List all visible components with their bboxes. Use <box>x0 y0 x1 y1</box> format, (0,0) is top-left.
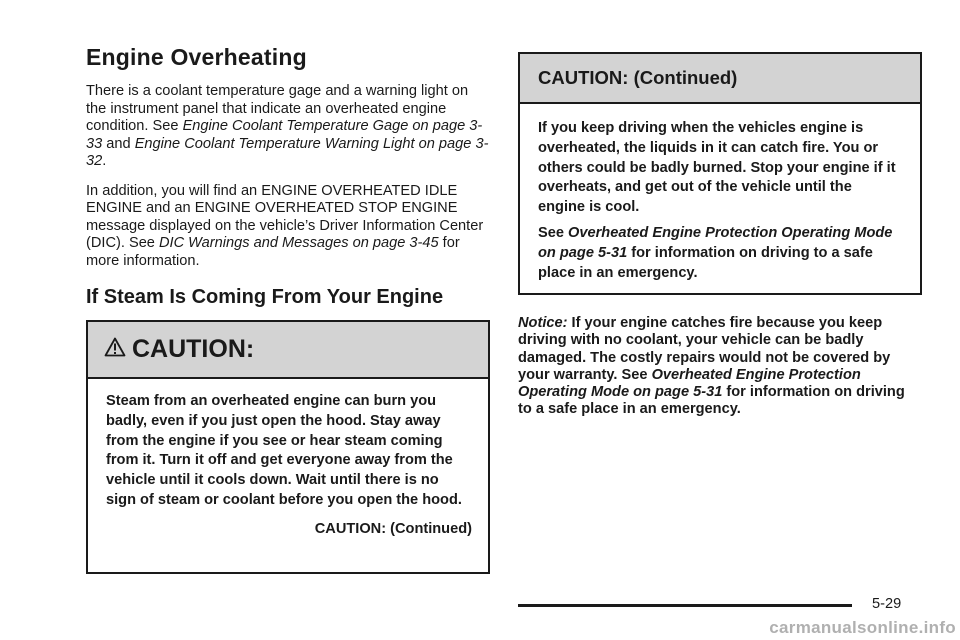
left-column <box>86 44 490 309</box>
page-heading: Engine Overheating <box>86 44 307 70</box>
paragraph-gage <box>86 83 490 171</box>
watermark: carmanualsonline.info <box>769 618 956 637</box>
paragraph-dic <box>86 183 490 271</box>
caution-continued: CAUTION: (Continued) <box>314 520 472 537</box>
caution-see-end: for information on driving to a safe place in an emergency. <box>538 244 873 281</box>
link-dic-warnings[interactable]: DIC Warnings and Messages on page 3-45 <box>158 235 439 251</box>
link-warning-light[interactable]: Engine Coolant Temperature Warning Light on page 3-32 <box>86 135 489 169</box>
paragraph-dic-end: for more information. <box>86 235 460 269</box>
notice-end: for information on driving to a safe place in an emergency. <box>518 384 905 418</box>
caution-see-label: See <box>538 224 569 241</box>
caution-see <box>538 224 900 283</box>
paragraph-dic-text: In addition, you will find an ENGINE OVERHEATED IDLE ENGINE and an ENGINE OVERHEATED STOP ENGINE message displayed on the vehicle’s Driver Information Center (DIC). See <box>86 182 484 251</box>
link-notice-overheated-protection[interactable]: Overheated Engine Protection Operating Mode on page 5-31 <box>518 366 861 401</box>
caution-text: Steam from an overheated engine can burn you badly, even if you just open the hood. Stay away from the engine if you see or hear steam coming from it. Turn it off and get everyone away from the vehicle until it cools down. Wait until there is no sign of steam or coolant before you open the hood. <box>106 393 462 508</box>
notice-label: Notice: <box>518 315 568 331</box>
caution-title-continued: CAUTION: (Continued) <box>538 67 738 88</box>
notice-paragraph <box>518 315 922 419</box>
caution-box-continued <box>518 52 922 295</box>
link-coolant-gage[interactable]: Engine Coolant Temperature Gage on page 3-33 <box>86 118 483 152</box>
section-heading: If Steam Is Coming From Your Engine <box>86 286 444 308</box>
caution-header <box>88 322 488 379</box>
paragraph-gage-and: and <box>102 135 135 152</box>
paragraph-gage-text: There is a coolant temperature gage and a warning light on the instrument panel that indicate an overheated engine condition. See <box>86 83 469 134</box>
page-number: 5-29 <box>872 596 902 612</box>
paragraph-gage-end: . <box>102 153 107 169</box>
right-column <box>518 52 922 433</box>
caution-body <box>88 379 488 540</box>
footer-rule <box>518 604 852 607</box>
notice-text: If your engine catches fire because you keep driving with no coolant, your vehicle can be badly damaged. The costly repairs would not be covered by your warranty. See <box>518 315 891 383</box>
caution-body-continued <box>520 104 920 283</box>
caution-text-continued: If you keep driving when the vehicles engine is overheated, the liquids in it can catch fire. You or others could be badly burned. Stop your engine if it overheats, and get out of the vehicle until the engine is cool. <box>538 120 896 216</box>
link-overheated-protection[interactable]: Overheated Engine Protection Operating Mode on page 5-31 <box>538 224 893 261</box>
caution-triangle-icon <box>104 337 126 362</box>
caution-box-steam <box>86 320 490 574</box>
caution-header-continued <box>520 54 920 104</box>
caution-title: CAUTION: <box>132 335 255 363</box>
